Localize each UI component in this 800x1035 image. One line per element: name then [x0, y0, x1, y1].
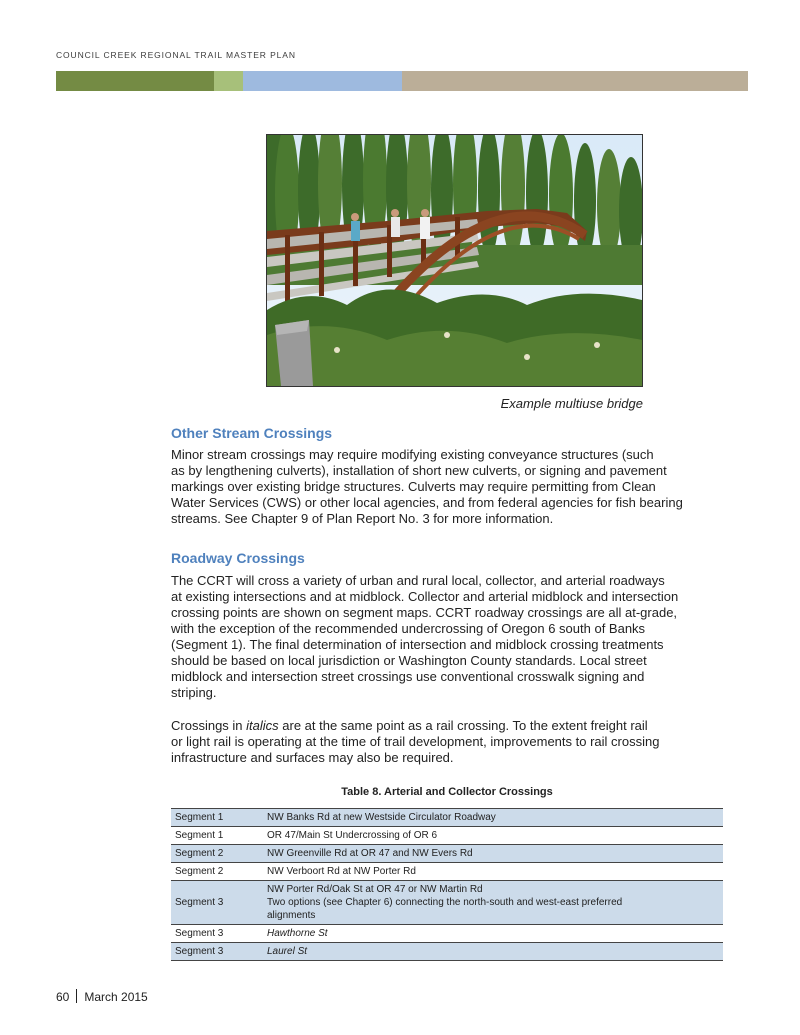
- segment-cell: Segment 3: [171, 925, 263, 943]
- table-row: [171, 863, 723, 881]
- heading-roadway-crossings: Roadway Crossings: [171, 550, 305, 566]
- location-cell: Hawthorne St: [263, 925, 723, 943]
- text-line: with the exception of the recommended undercrossing of Oregon 6 south of Banks: [171, 621, 646, 636]
- text-line: or light rail is operating at the time of trail development, improvements to rail crossing: [171, 734, 660, 749]
- table-row: [171, 943, 723, 961]
- running-header: COUNCIL CREEK REGIONAL TRAIL MASTER PLAN: [56, 50, 296, 60]
- segment-cell: Segment 2: [171, 845, 263, 863]
- table-row: [171, 827, 723, 845]
- bridge-photo: [266, 134, 643, 387]
- text-line: crossing points are shown on segment maps. CCRT roadway crossings are all at-grade,: [171, 605, 678, 620]
- paragraph-rail-crossings: [171, 718, 751, 766]
- location-line: NW Porter Rd/Oak St at OR 47 or NW Martin Rd: [267, 884, 483, 895]
- paragraph-roadway-crossings: [171, 573, 751, 701]
- crossings-table: [171, 808, 723, 961]
- footer-divider: [76, 989, 77, 1003]
- text-line: at existing intersections and at midblock. Collector and arterial midblock and intersection: [171, 589, 679, 604]
- text-line: Water Services (CWS) or other local agencies, and from federal agencies for fish bearing: [171, 495, 683, 510]
- header-color-bar-2: [214, 71, 243, 91]
- text-line: Minor stream crossings may require modifying existing conveyance structures (such: [171, 447, 654, 462]
- text-line: infrastructure and surfaces may also be required.: [171, 750, 454, 765]
- text-line: [171, 718, 751, 734]
- segment-cell: Segment 3: [171, 881, 263, 925]
- text-line: striping.: [171, 685, 217, 700]
- header-color-bar-3: [243, 71, 402, 91]
- table-row: [171, 845, 723, 863]
- text-line: streams. See Chapter 9 of Plan Report No. 3 for more information.: [171, 511, 554, 526]
- segment-cell: Segment 1: [171, 809, 263, 827]
- page-footer: [56, 989, 148, 1004]
- location-cell: Laurel St: [263, 943, 723, 961]
- text-line: midblock and intersection street crossings use conventional crosswalk signing and: [171, 669, 645, 684]
- text-line: markings over existing bridge structures. Culverts may require permitting from Clean: [171, 479, 656, 494]
- segment-cell: Segment 3: [171, 943, 263, 961]
- text-line: The CCRT will cross a variety of urban and rural local, collector, and arterial roadways: [171, 573, 665, 588]
- italics-word: italics: [246, 718, 279, 733]
- heading-other-stream-crossings: Other Stream Crossings: [171, 425, 333, 441]
- header-color-bar-1: [56, 71, 214, 91]
- location-line: alignments: [267, 910, 316, 921]
- text-run: are at the same point as a rail crossing. To the extent freight rail: [278, 718, 648, 733]
- location-line: Two options (see Chapter 6) connecting the north-south and west-east preferred: [267, 897, 623, 908]
- text-line: (Segment 1). The final determination of intersection and midblock crossing treatments: [171, 637, 664, 652]
- table-row: [171, 809, 723, 827]
- table-row: [171, 881, 723, 925]
- header-color-bar-4: [402, 71, 748, 91]
- location-cell: NW Greenville Rd at OR 47 and NW Evers Rd: [263, 845, 723, 863]
- footer-date: March 2015: [84, 990, 148, 1004]
- text-run: Crossings in: [171, 718, 247, 733]
- location-cell: NW Verboort Rd at NW Porter Rd: [263, 863, 723, 881]
- paragraph-stream-crossings: [171, 447, 751, 527]
- page-number: 60: [56, 990, 70, 1004]
- text-line: should be based on local jurisdiction or Washington County standards. Local street: [171, 653, 647, 668]
- table-title: Table 8. Arterial and Collector Crossings: [341, 786, 553, 798]
- location-cell: OR 47/Main St Undercrossing of OR 6: [263, 827, 723, 845]
- table-row: [171, 925, 723, 943]
- segment-cell: Segment 1: [171, 827, 263, 845]
- location-cell: [263, 881, 723, 925]
- text-line: as by lengthening culverts), installation of short new culverts, or signing and pavement: [171, 463, 667, 478]
- location-cell: NW Banks Rd at new Westside Circulator Roadway: [263, 809, 723, 827]
- segment-cell: Segment 2: [171, 863, 263, 881]
- photo-caption: Example multiuse bridge: [500, 396, 643, 411]
